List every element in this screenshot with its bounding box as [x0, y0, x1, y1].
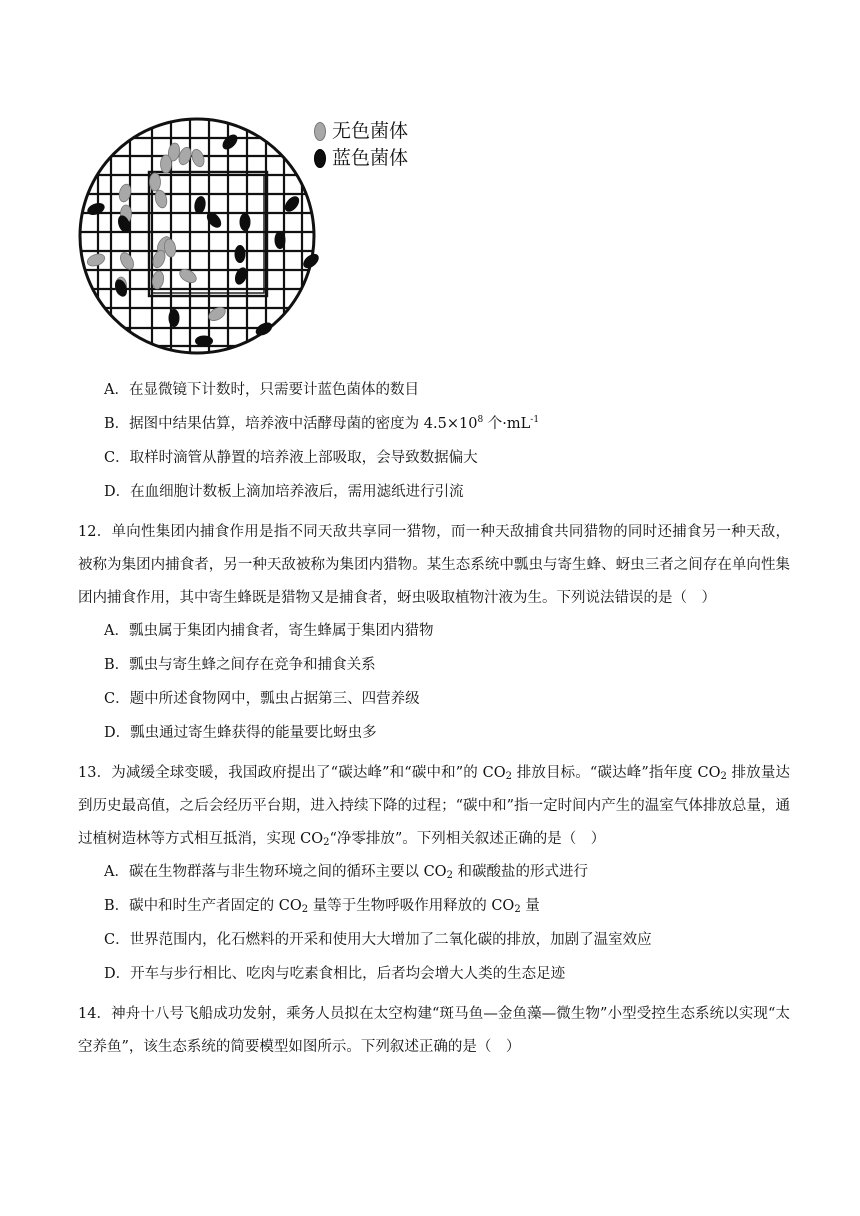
blue-cell-icon — [314, 149, 326, 168]
q12-option-d: D．瓢虫通过寄生蜂获得的能量要比蚜虫多 — [104, 725, 377, 741]
blue-cell — [235, 245, 246, 263]
q11-option-d: D．在血细胞计数板上滴加培养液后，需用滤纸进行引流 — [104, 484, 464, 500]
q12-option-c: C．题中所述食物网中，瓢虫占据第三、四营养级 — [104, 691, 420, 707]
q13-option-d: D．开车与步行相比、吃肉与吃素食相比，后者均会增大人类的生态足迹 — [104, 966, 566, 982]
blue-cell — [169, 309, 180, 327]
colorless-cell — [118, 250, 137, 271]
q13-option-c: C．世界范围内，化石燃料的开采和使用大大增加了二氧化碳的排放，加剧了温室效应 — [104, 932, 652, 948]
q14-stem: 14．神舟十八号飞船成功发射，乘务人员拟在太空构建“斑马鱼—金鱼藻—微生物”小型受控生态系统以实现“太空养鱼”，该生态系统的简要模型如图所示。下列叙述正确的是（ ） — [78, 1006, 790, 1055]
colorless-cell-icon — [314, 122, 326, 141]
colorless-cell — [151, 270, 165, 290]
blue-cell — [195, 336, 213, 347]
blue-cell — [275, 231, 286, 249]
q11-option-b: B．据图中结果估算，培养液中活酵母菌的密度为 $4.5\times 10^8$ 个$\cdot mL^{-1}$ — [104, 415, 540, 432]
blue-cell — [220, 132, 241, 153]
q13-option-b: B．碳中和时生产者固定的 $CO_2$ 量等于生物呼吸作用释放的 $CO_2$ 量 — [104, 898, 540, 915]
q13-option-a: A．碳在生物群落与非生物环境之间的循环主要以 $CO_2$ 和碳酸盐的形式进行 — [104, 864, 589, 881]
colorless-cell — [153, 189, 168, 209]
q13-stem: 13．为减缓全球变暖，我国政府提出了“碳达峰”和“碳中和”的 $CO_2$ 排放目标。“碳达峰”指年度 $CO_2$ 排放量达到历史最高值，之后会经历平台期，进入持续下降的过程；“碳中和”指一定时间内产生的温室气体排放总量，通过植树造林等方式相互抵消，实现 $CO_2“$净零排放”。下列相关叙述正确的是（ ） — [78, 765, 791, 848]
q12-stem: 12．单向性集团内捕食作用是指不同天敌共享同一猎物，而一种天敌捕食共同猎物的同时还捕食另一种天敌，被称为集团内捕食者，另一种天敌被称为集团内猎物。某生态系统中瓢虫与寄生蜂、蚜虫三者之间存在单向性集团内捕食作用，其中寄生蜂既是猎物又是捕食者，蚜虫吸取植物汁液为生。下列说法错误的是（ ） — [78, 524, 790, 606]
legend-label-blue: 蓝色菌体 — [332, 147, 409, 169]
blue-cell — [86, 201, 107, 217]
colorless-cell — [86, 252, 107, 268]
q11-option-a: A．在显微镜下计数时，只需要计蓝色菌体的数目 — [104, 382, 419, 398]
blue-cell — [193, 195, 207, 215]
colorless-cell — [150, 173, 161, 191]
figure-legend — [314, 118, 408, 172]
q12-option-b: B．瓢虫与寄生蜂之间存在竞争和捕食关系 — [104, 657, 376, 673]
q11-option-c: C．取样时滴管从静置的培养液上部吸取，会导致数据偏大 — [104, 450, 478, 466]
legend-label-colorless: 无色菌体 — [332, 120, 409, 142]
legend-item-colorless — [314, 118, 408, 145]
colorless-cell — [161, 155, 172, 173]
blue-cell — [240, 213, 251, 231]
q12-option-a: A．瓢虫属于集团内捕食者，寄生蜂属于集团内猎物 — [104, 623, 434, 639]
colorless-cell — [190, 148, 206, 169]
question-content — [78, 380, 790, 1070]
legend-item-blue — [314, 145, 408, 172]
